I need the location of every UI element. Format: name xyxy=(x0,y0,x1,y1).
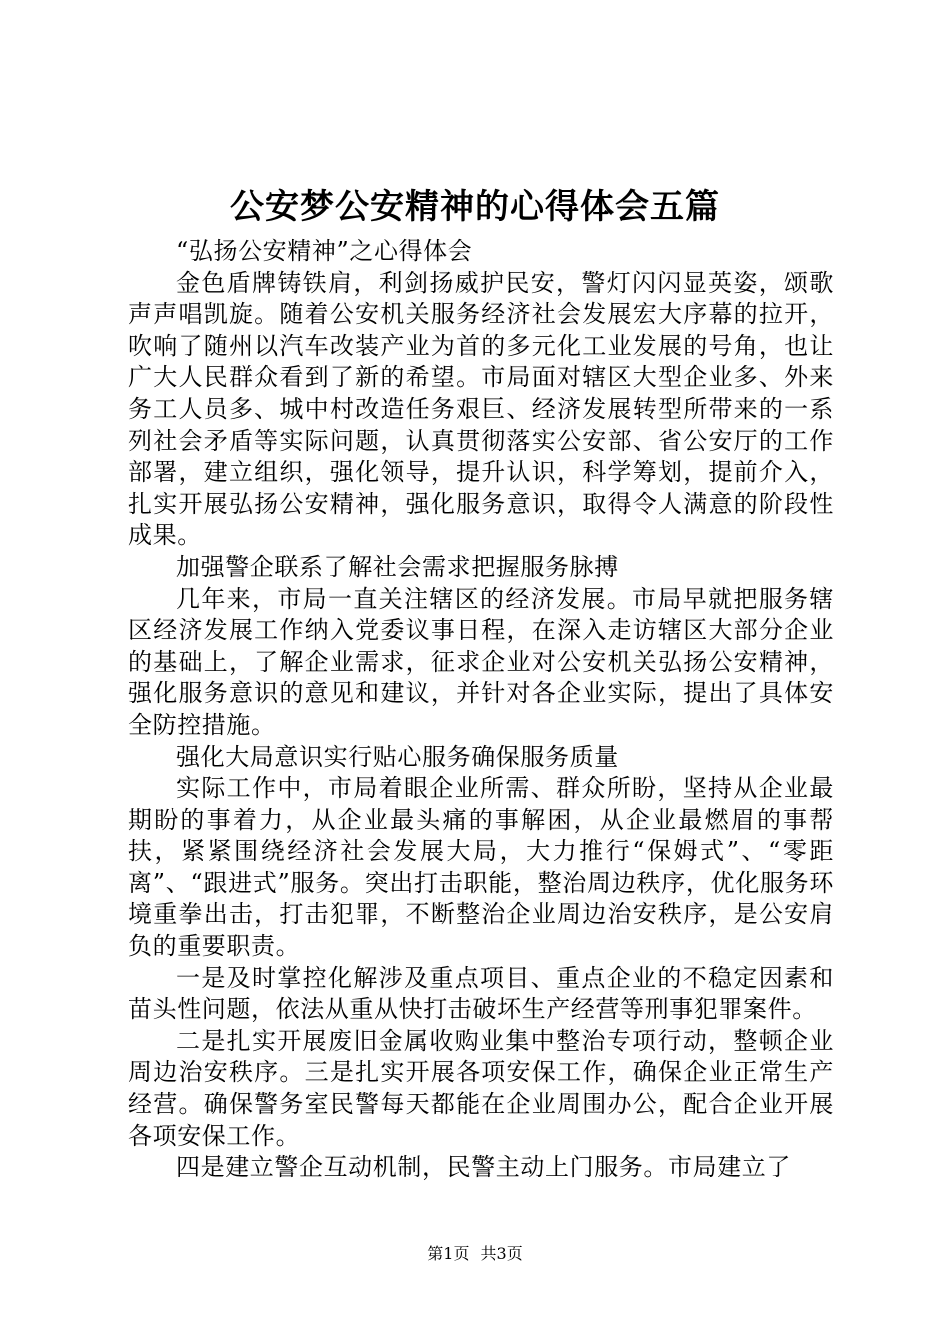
page-footer xyxy=(0,1244,950,1264)
paragraph: 几年来，市局一直关注辖区的经济发展。市局早就把服务辖区经济发展工作纳入党委议事日程，在深入走访辖区大部分企业的基础上，了解企业需求，征求企业对公安机关弘扬公安精神，强化服务意识的意见和建议，并针对各企业实际，提出了具体安全防控措施。 xyxy=(128,584,834,739)
page-total: 共3页 xyxy=(480,1244,523,1263)
section-heading: 加强警企联系了解社会需求把握服务脉搏 xyxy=(176,552,619,581)
page-number: 第1页 xyxy=(427,1244,470,1263)
paragraph: 一是及时掌控化解涉及重点项目、重点企业的不稳定因素和苗头性问题，依法从重从快打击破坏生产经营等刑事犯罪案件。 xyxy=(128,963,834,1024)
document-body xyxy=(128,236,834,1184)
paragraph: 实际工作中，市局着眼企业所需、群众所盼，坚持从企业最期盼的事着力，从企业最头痛的事解困，从企业最燃眉的事帮扶，紧紧围绕经济社会发展大局，大力推行“保姆式”、“零距离”、“跟进式”服务。突出打击职能，整治周边秩序，优化服务环境重拳出击，打击犯罪，不断整治企业周边治安秩序，是公安肩负的重要职责。 xyxy=(128,774,834,961)
document-title: 公安梦公安精神的心得体会五篇 xyxy=(230,187,720,227)
paragraph: 金色盾牌铸铁肩，利剑扬威护民安，警灯闪闪显英姿，颂歌声声唱凯旋。随着公安机关服务经济社会发展宏大序幕的拉开，吹响了随州以汽车改装产业为首的多元化工业发展的号角，也让广大人民群众看到了新的希望。市局面对辖区大型企业多、外来务工人员多、城中村改造任务艰巨、经济发展转型所带来的一系列社会矛盾等实际问题，认真贯彻落实公安部、省公安厅的工作部署，建立组织，强化领导，提升认识，科学筹划，提前介入，扎实开展弘扬公安精神，强化服务意识，取得令人满意的阶段性成果。 xyxy=(128,268,834,550)
paragraph: 二是扎实开展废旧金属收购业集中整治专项行动，整顿企业周边治安秩序。三是扎实开展各项安保工作，确保企业正常生产经营。确保警务室民警每天都能在企业周围办公，配合企业开展各项安保工作。 xyxy=(128,1026,834,1150)
section-heading: “弘扬公安精神”之心得体会 xyxy=(176,237,473,265)
paragraph: 四是建立警企互动机制，民警主动上门服务。市局建立了 xyxy=(176,1153,791,1182)
section-heading: 强化大局意识实行贴心服务确保服务质量 xyxy=(176,742,619,771)
